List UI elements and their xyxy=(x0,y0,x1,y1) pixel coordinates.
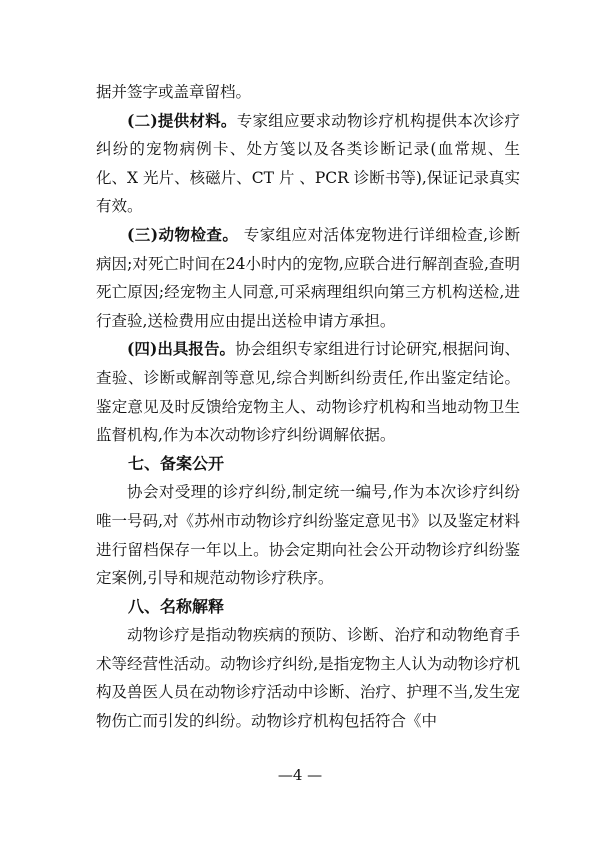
paragraph-report xyxy=(96,335,520,449)
paragraph-lead: (二)提供材料。 xyxy=(127,110,237,130)
paragraph-text: 专家组应要求动物诊疗机构提供本次诊疗纠纷的宠物病例卡、处方笺以及各类诊断记录(血常规、生化、X 光片、核磁片、CT 片 、PCR 诊断书等),保证记录真实有效。 xyxy=(96,111,520,216)
paragraph-continuation: 据并签字或盖章留档。 xyxy=(96,83,252,101)
paragraph-lead: (四)出具报告。 xyxy=(127,339,236,359)
section-heading-definitions: 八、名称解释 xyxy=(128,596,225,616)
paragraph-lead: (三)动物检查。 xyxy=(127,224,239,244)
paragraph-materials xyxy=(96,107,520,221)
paragraph-definitions: 动物诊疗是指动物疾病的预防、诊断、治疗和动物绝育手术等经营性活动。动物诊疗纠纷,是指宠物主人认为动物诊疗机构及兽医人员在动物诊疗活动中诊断、治疗、护理不当,发生宠物伤亡而引发的纠纷。动物诊疗机构包括符合《中 xyxy=(96,626,520,731)
page-number: —4 — xyxy=(277,766,323,784)
paragraph-filing: 协会对受理的诊疗纠纷,制定统一编号,作为本次诊疗纠纷唯一号码,对《苏州市动物诊疗纠纷鉴定意见书》以及鉴定材料进行留档保存一年以上。协会定期向社会公开动物诊疗纠纷鉴定案例,引导和规范动物诊疗秩序。 xyxy=(96,483,520,588)
page-body xyxy=(96,78,520,736)
paragraph-text: 协会组织专家组进行讨论研究,根据问询、查验、诊断或解剖等意见,综合判断纠纷责任,作出鉴定结论。鉴定意见及时反馈给宠物主人、动物诊疗机构和当地动物卫生监督机构,作为本次动物诊疗纠纷调解依据。 xyxy=(96,340,521,445)
section-heading-filing: 七、备案公开 xyxy=(128,453,225,473)
paragraph-text: 专家组应对活体宠物进行详细检查,诊断病因;对死亡时间在24小时内的宠物,应联合进行解剖查验,查明死亡原因;经宠物主人同意,可采病理组织向第三方机构送检,进行查验,送检费用应由提出送检申请方承担。 xyxy=(96,225,521,330)
paragraph-inspection xyxy=(96,221,520,335)
